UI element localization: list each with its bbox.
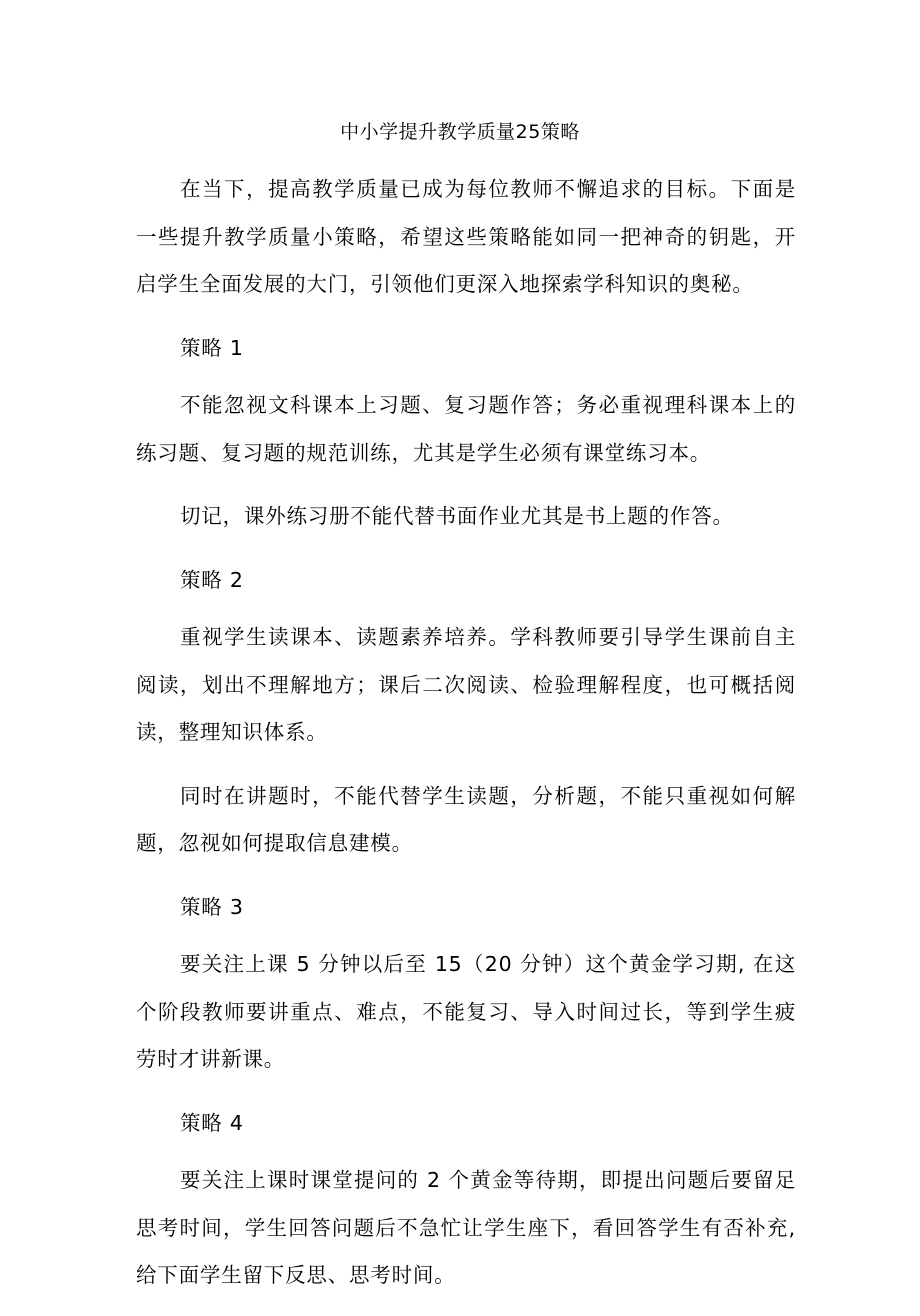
section-heading-4: 策略 4 — [180, 1110, 244, 1135]
paragraph: 切记，课外练习册不能代替书面作业尤其是书上题的作答。 — [180, 504, 734, 528]
intro-paragraph: 在当下，提高教学质量已成为每位教师不懈追求的目标。下面是一些提升教学质量小策略，希望这些策略能如同一把神奇的钥匙，开启学生全面发展的大门，引领他们更深入地探索学科知识的奥秘。 — [136, 177, 796, 296]
paragraph: 同时在讲题时，不能代替学生读题，分析题，不能只重视如何解题，忽视如何提取信息建模。 — [136, 783, 796, 855]
paragraph: 要关注上课 5 分钟以后至 15（20 分钟）这个黄金学习期, 在这个阶段教师要讲重点、难点，不能复习、导入时间过长，等到学生疲劳时才讲新课。 — [136, 952, 796, 1071]
paragraph: 要关注上课时课堂提问的 2 个黄金等待期，即提出问题后要留足思考时间，学生回答问题后不急忙让学生座下，看回答学生有否补充, 给下面学生留下反思、思考时间。 — [136, 1168, 796, 1287]
section-heading-1: 策略 1 — [180, 335, 244, 360]
paragraph: 重视学生读课本、读题素养培养。学科教师要引导学生课前自主阅读，划出不理解地方；课后二次阅读、检验理解程度，也可概括阅读，整理知识体系。 — [136, 625, 796, 744]
document-body — [136, 166, 796, 1316]
paragraph: 不能忽视文科课本上习题、复习题作答；务必重视理科课本上的练习题、复习题的规范训练，尤其是学生必须有课堂练习本。 — [136, 393, 796, 465]
section-heading-3: 策略 3 — [180, 894, 244, 919]
document-title: 中小学提升教学质量25策略 — [340, 121, 580, 143]
section-heading-2: 策略 2 — [180, 567, 244, 592]
